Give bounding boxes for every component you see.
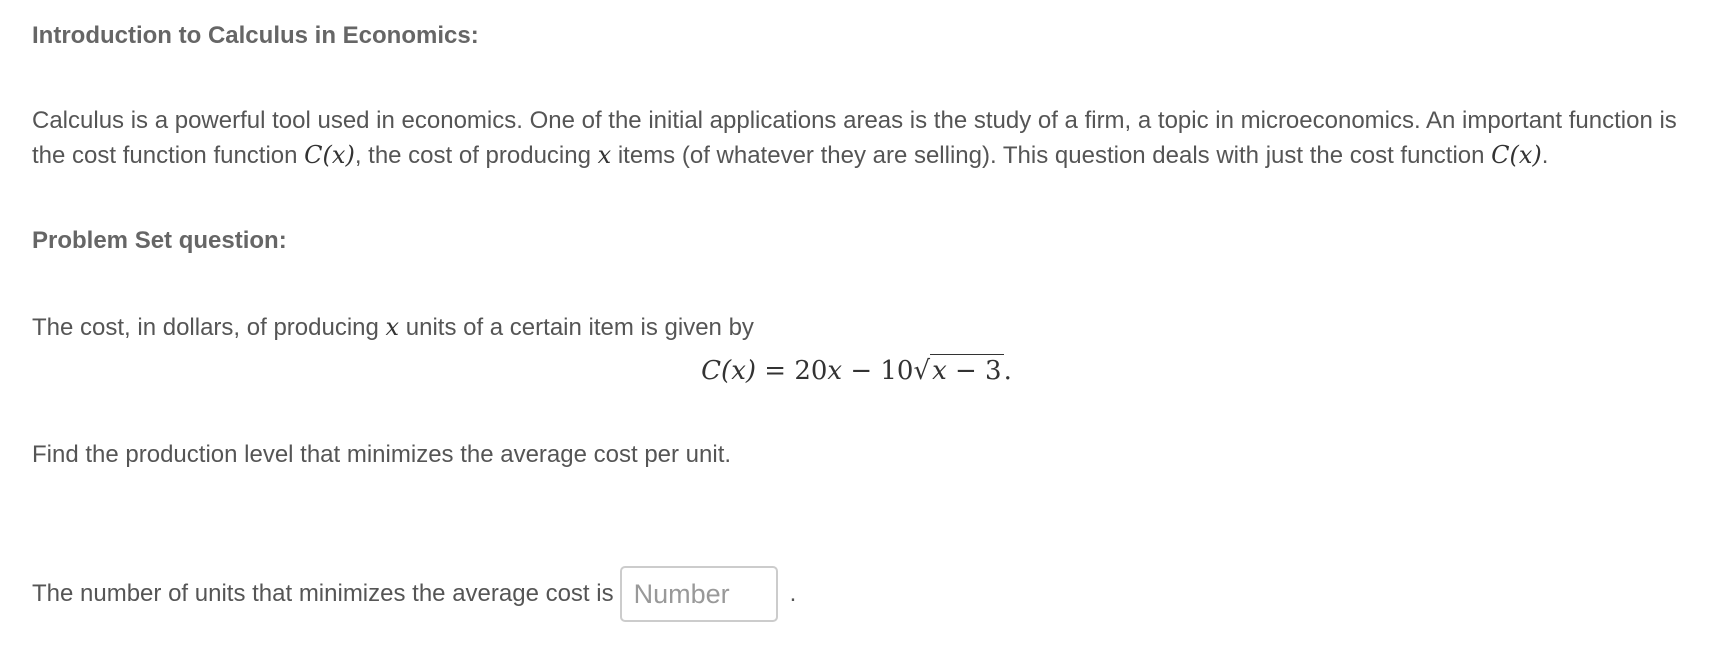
task-text: Find the production level that minimizes the average cost per unit. — [32, 441, 732, 468]
intro-heading: Introduction to Calculus in Economics: — [32, 22, 479, 49]
answer-label: The number of units that minimizes the average cost is — [32, 580, 614, 607]
formula-lhs-arg: (x) — [721, 356, 756, 386]
formula-end: . — [1003, 356, 1012, 386]
formula-lhs: C — [701, 356, 722, 386]
var-x: x — [385, 313, 400, 341]
cost-function-symbol: C — [1491, 141, 1510, 169]
intro-text-2: , the cost of producing — [354, 142, 598, 169]
problem-heading: Problem Set question: — [32, 227, 287, 254]
answer-number-input[interactable] — [620, 566, 778, 622]
intro-text-4: . — [1541, 142, 1549, 169]
formula-eq: = 20 — [756, 356, 828, 386]
intro-text-1: Calculus is a powerful tool used in economics. One of the initial applications areas is the study of a firm, a topic in microeconomics. An important function is the cost function function — [32, 107, 1677, 169]
cost-function-symbol: C — [304, 141, 323, 169]
cost-sentence — [32, 310, 754, 345]
radicand — [930, 354, 1004, 385]
radical-sign-icon: √ — [913, 356, 931, 386]
formula-minus-term: − 10 — [842, 356, 914, 386]
radicand-rest: − 3 — [946, 356, 1002, 386]
radicand-x: x — [932, 356, 947, 386]
cost-text-1: The cost, in dollars, of producing — [32, 314, 386, 341]
answer-trailing: . — [789, 580, 797, 607]
cost-formula — [0, 350, 1713, 391]
var-x: x — [597, 141, 612, 169]
intro-paragraph — [32, 104, 1692, 173]
cost-function-arg: (x) — [1509, 141, 1542, 169]
cost-function-arg: (x) — [322, 141, 355, 169]
sqrt-expression — [913, 350, 1003, 391]
formula-x: x — [827, 356, 843, 386]
cost-text-2: units of a certain item is given by — [399, 314, 754, 341]
intro-text-3: items (of whatever they are selling). This question deals with just the cost function — [611, 142, 1492, 169]
answer-row — [32, 564, 796, 624]
